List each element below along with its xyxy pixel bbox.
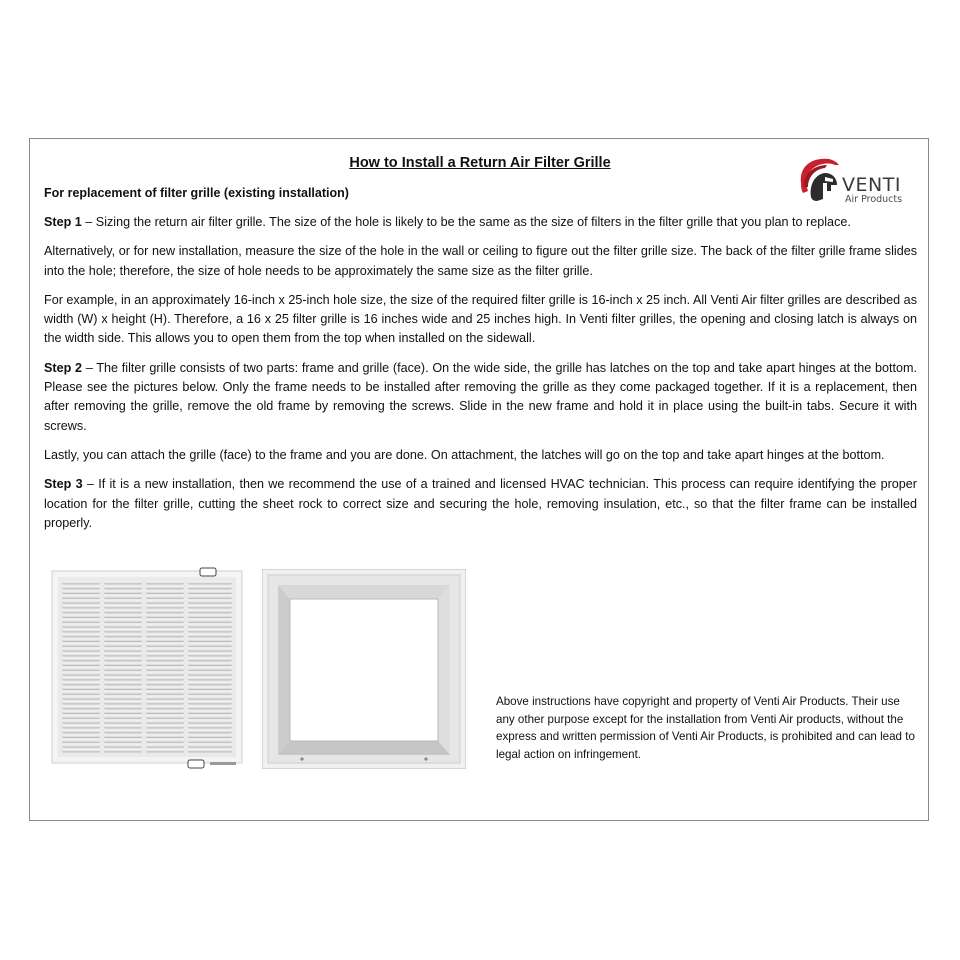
step-2-label: Step 2 xyxy=(44,360,83,375)
instructions-body xyxy=(44,213,917,543)
step-3-text: – If it is a new installation, then we recommend the use of a trained and licensed HVAC technician. This process can require identifying the proper location for the filter grille, cutting the sheet rock to correct size and securing the hole, removing insulation, etc., so that the filter frame can be installed properly. xyxy=(44,477,917,530)
alternative-paragraph: Alternatively, or for new installation, measure the size of the hole in the wall or ceiling to figure out the filter grille size. The back of the filter grille frame slides into the hole; therefore, the size of hole needs to be approximately the same size as the filter grille. xyxy=(44,244,917,278)
step-1-label: Step 1 xyxy=(44,215,82,229)
copyright-notice: Above instructions have copyright and property of Venti Air Products. Their use any other purpose except for the installation from Venti Air products, without the express and written permission of Venti Air Products, is prohibited and can lead to legal action on infringement. xyxy=(496,695,915,761)
lastly-paragraph: Lastly, you can attach the grille (face) to the frame and you are done. On attachment, the latches will go on the top and take apart hinges at the bottom. xyxy=(44,447,885,462)
instruction-sheet xyxy=(29,138,929,821)
step-2-text: – The filter grille consists of two parts: frame and grille (face). On the wide side, the grille has latches on the top and take apart hinges at the bottom. Please see the pictures below. Only the frame needs to be installed after removing the grille as they come packaged together. If it is a replacement, then after removing the grille, remove the old frame by removing the screws. Slide in the new frame and hold it in place using the built-in tabs. Secure it with screws. xyxy=(44,360,918,433)
section-subheading: For replacement of filter grille (existing installation) xyxy=(44,186,349,200)
logo-wordmark: VENTI xyxy=(842,174,901,196)
step-1-text: – Sizing the return air filter grille. The size of the hole is likely to be the same as the size of filters in the filter grille that you plan to replace. xyxy=(81,215,851,229)
page-title: How to Install a Return Air Filter Grille xyxy=(349,155,611,171)
venti-logo xyxy=(795,153,915,207)
frame-image xyxy=(262,569,466,769)
step-3-label: Step 3 xyxy=(44,477,83,492)
step-3-paragraph xyxy=(44,475,917,533)
spartan-helmet-icon xyxy=(795,153,845,207)
step-1-paragraph xyxy=(44,213,917,232)
grille-face-image xyxy=(50,567,246,769)
example-paragraph: For example, in an approximately 16-inch x 25-inch hole size, the size of the required filter grille is 16-inch x 25 inch. All Venti Air filter grilles are described as width (W) x height (H). Therefore, a 16 x 25 filter grille is 16 inches wide and 25 inches high. In Venti filter grilles, the opening and closing latch is always on the width side. This allows you to open them from the top when installed on the sidewall. xyxy=(44,292,917,346)
logo-subtitle: Air Products xyxy=(845,194,903,205)
step-2-paragraph xyxy=(44,359,917,436)
